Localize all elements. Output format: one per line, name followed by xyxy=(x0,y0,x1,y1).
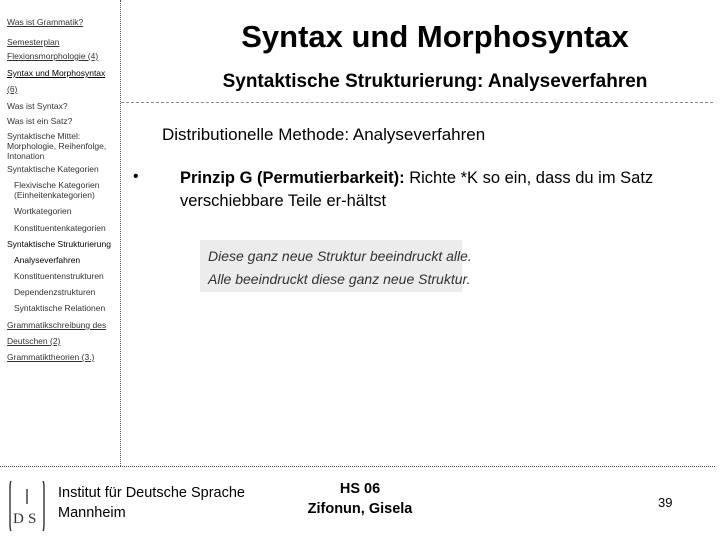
bullet-text xyxy=(180,167,716,213)
institute-name xyxy=(58,483,245,523)
sidebar-item-konstituentenstrukturen[interactable]: Konstituentenstrukturen xyxy=(14,271,104,281)
sidebar-item-flexivische-kategorien[interactable]: Flexivische Kategorien (Einheitenkategorien) xyxy=(14,180,100,200)
sidebar-item-semesterplan[interactable]: Semesterplan xyxy=(7,37,60,47)
sidebar-item-grammatikschreibung-cont[interactable]: Deutschen (2) xyxy=(7,336,61,346)
sidebar-item-konstituentenkategorien[interactable]: Konstituentenkategorien xyxy=(14,223,106,233)
bullet-marker: • xyxy=(133,168,139,185)
sidebar-item-syntax-morphosyntax[interactable]: Syntax und Morphosyntax xyxy=(7,68,106,78)
sidebar-item-analyseverfahren[interactable]: Analyseverfahren xyxy=(14,255,81,265)
sidebar-item-was-ist-satz[interactable]: Was ist ein Satz? xyxy=(7,116,73,126)
institute-line-2: Mannheim xyxy=(58,505,126,521)
svg-text:D: D xyxy=(13,511,24,527)
ids-logo-icon xyxy=(6,481,48,531)
course-code: HS 06 xyxy=(339,481,381,497)
course-info xyxy=(290,479,430,519)
course-author: Zifonun, Gisela xyxy=(307,501,413,517)
sidebar-item-was-ist-syntax[interactable]: Was ist Syntax? xyxy=(7,101,68,111)
sidebar-nav xyxy=(0,0,121,466)
sidebar-item-syntaktische-mittel[interactable]: Syntaktische Mittel: Morphologie, Reihenfolge, Intonation xyxy=(7,131,107,161)
sidebar-item-grammatik[interactable]: Was ist Grammatik? xyxy=(7,17,84,27)
footer-divider xyxy=(0,466,715,467)
page-title: Syntax und Morphosyntax xyxy=(241,19,629,54)
sidebar-item-grammatiktheorien[interactable]: Grammatiktheorien (3.) xyxy=(7,352,95,362)
institute-line-1: Institut für Deutsche Sprache xyxy=(58,485,245,501)
example-sentence-1: Diese ganz neue Struktur beeindruckt alle. xyxy=(208,248,472,264)
bullet-description: Richte *K so ein, dass du im Satz verschiebbare Teile er-hältst xyxy=(180,169,654,210)
sidebar-item-syntaktische-strukturierung[interactable]: Syntaktische Strukturierung xyxy=(7,239,111,249)
section-heading: Distributionelle Methode: Analyseverfahren xyxy=(162,125,486,144)
example-sentence-2: Alle beeindruckt diese ganz neue Struktur. xyxy=(208,271,471,287)
header-divider xyxy=(121,102,713,103)
sidebar-item-syntaktische-kategorien[interactable]: Syntaktische Kategorien xyxy=(7,164,99,174)
sidebar-item-syntaktische-relationen[interactable]: Syntaktische Relationen xyxy=(14,303,106,313)
sidebar-item-syntax-morphosyntax-count[interactable]: (6) xyxy=(7,84,18,94)
page-subtitle: Syntaktische Strukturierung: Analyseverfahren xyxy=(222,71,648,92)
sidebar-item-flexionsmorphologie[interactable]: Flexionsmorphologie (4) xyxy=(7,51,99,61)
svg-text:S: S xyxy=(28,511,37,527)
page-number: 39 xyxy=(658,495,673,510)
sidebar-item-wortkategorien[interactable]: Wortkategorien xyxy=(14,206,72,216)
bullet-term: Prinzip G (Permutierbarkeit): xyxy=(180,169,405,187)
sidebar-item-dependenzstrukturen[interactable]: Dependenzstrukturen xyxy=(14,287,96,297)
sidebar-item-grammatikschreibung[interactable]: Grammatikschreibung des xyxy=(7,320,107,330)
